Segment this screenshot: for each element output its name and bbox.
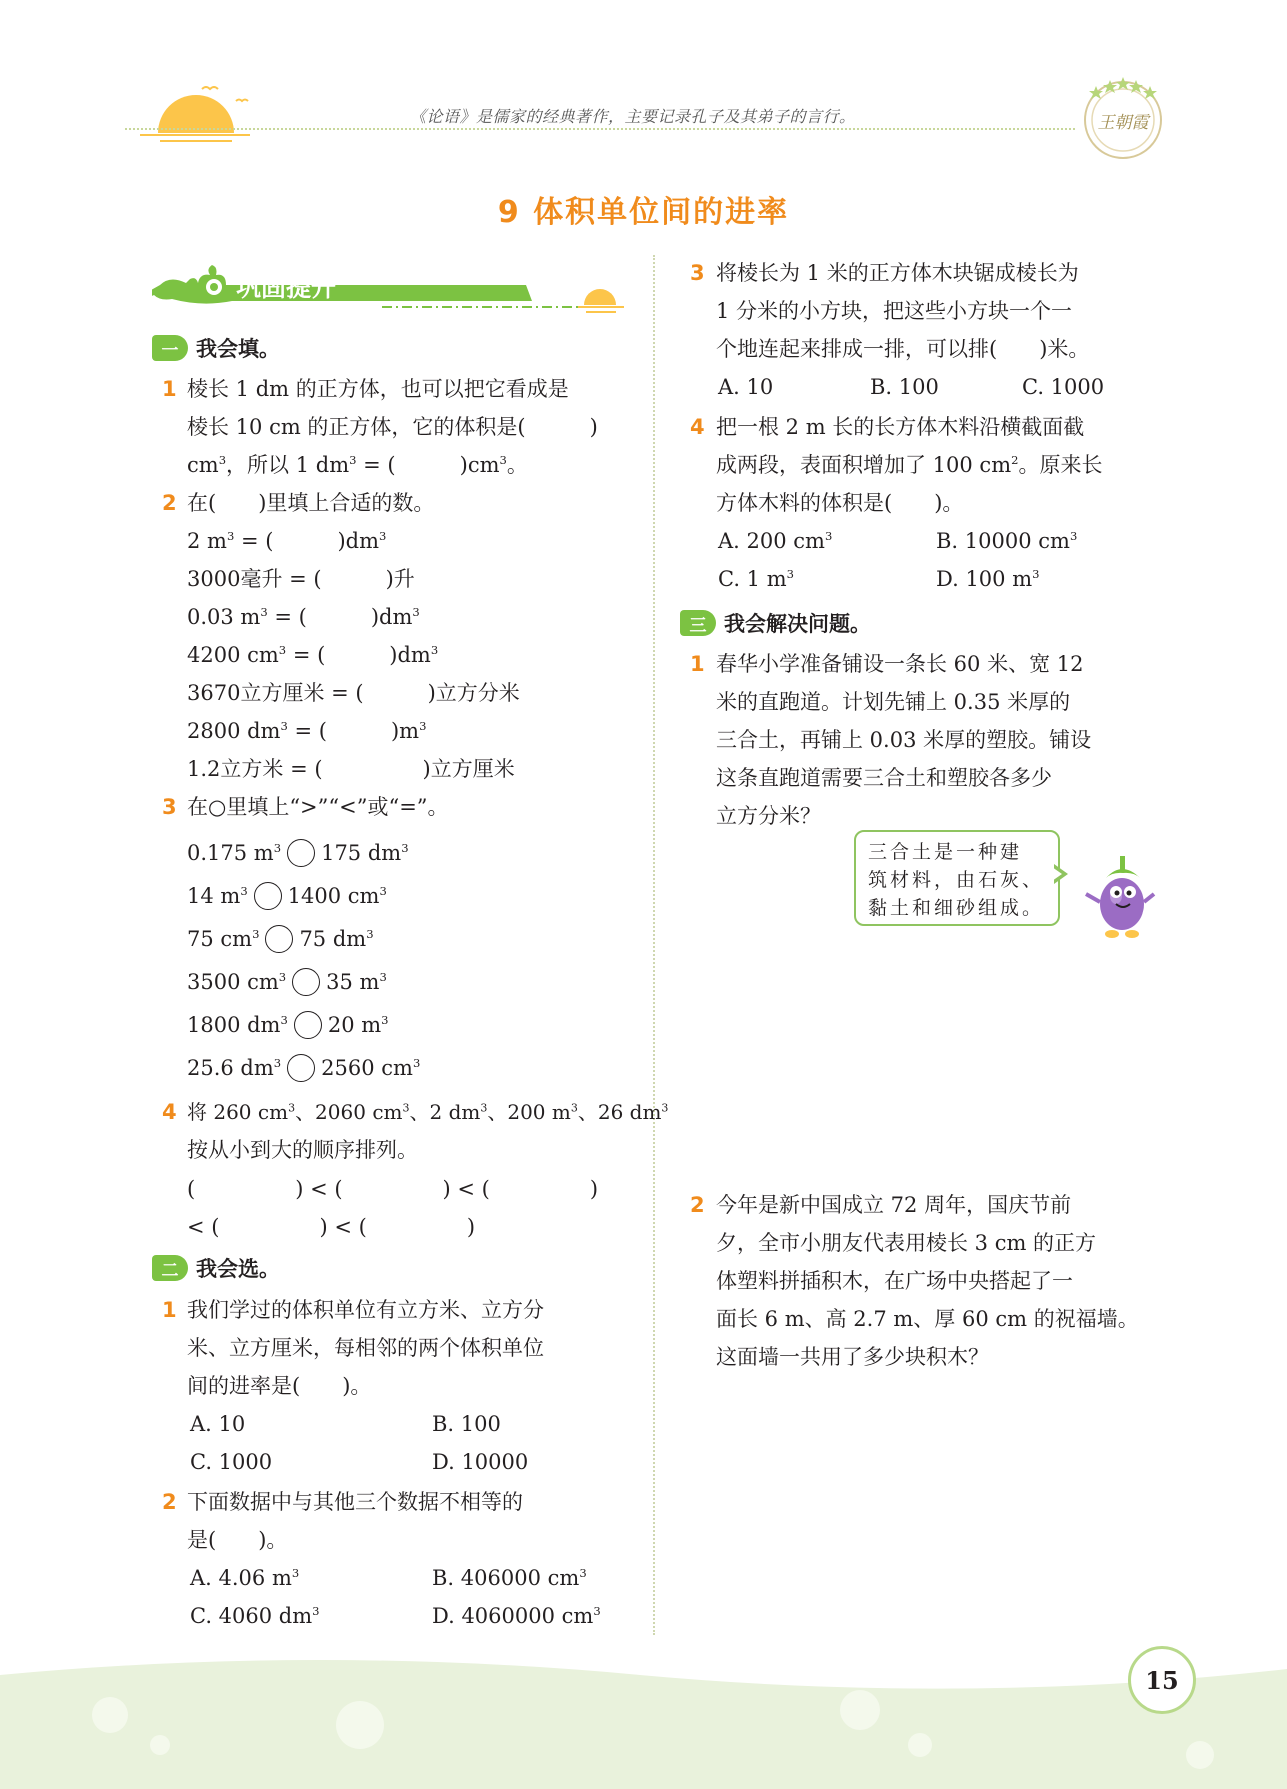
option[interactable]: A. 4.06 $m^3$ — [190, 1566, 300, 1590]
page-title: 9 体积单位间的进率 — [497, 195, 790, 230]
section-badge: 三 — [680, 610, 716, 636]
fill-q4-order-row2: < ( ) < ( ) — [187, 1215, 476, 1239]
solve-q2-line: 这面墙一共用了多少块积木？ — [716, 1345, 989, 1369]
logo-text: 王朝霞 — [1097, 113, 1149, 133]
fill-q1-line2: 棱长 10 cm 的正方体，它的体积是( ) — [187, 415, 598, 439]
hint-line: 筑材料，由石灰、 — [868, 869, 1045, 891]
fill-q4-order-row1: ( ) < ( ) < ( ) — [187, 1177, 599, 1201]
compare-circle[interactable] — [292, 968, 320, 996]
compare-item: 3500 $cm^3$ 35 $m^3$ — [187, 963, 387, 1001]
option[interactable]: C. 1000 — [190, 1450, 273, 1474]
section-title: 我会解决问题。 — [724, 612, 871, 636]
choose-q3-line: 个地连起来排成一排，可以排( )米。 — [716, 337, 1090, 361]
publisher-logo-icon — [1078, 72, 1168, 162]
compare-item: 14 $m^3$ 1400 $cm^3$ — [187, 877, 387, 915]
fill-q2-item: 3670立方厘米 = ( )立方分米 — [187, 681, 520, 705]
question-number: 1 — [162, 1298, 177, 1322]
option[interactable]: B. 100 — [870, 375, 939, 399]
hint-line: 黏土和细砂组成。 — [868, 897, 1045, 919]
solve-q2-line: 面长 6 m、高 2.7 m、厚 60 cm 的祝福墙。 — [716, 1307, 1139, 1331]
solve-q1-line: 米的直跑道。计划先铺上 0.35 米厚的 — [716, 690, 1071, 714]
option[interactable]: D. 100 $m^3$ — [936, 567, 1040, 591]
compare-circle[interactable] — [287, 839, 315, 867]
section-badge: 二 — [152, 1255, 188, 1281]
choose-q3-line: 1 分米的小方块，把这些小方块一个一 — [716, 299, 1073, 323]
header-quote: 《论语》是儒家的经典著作，主要记录孔子及其弟子的言行。 — [410, 107, 856, 126]
compare-circle[interactable] — [254, 882, 282, 910]
choose-q1-line: 我们学过的体积单位有立方米、立方分 — [187, 1298, 544, 1322]
solve-q2-line: 夕，全市小朋友代表用棱长 3 cm 的正方 — [716, 1231, 1097, 1255]
fill-q4-line2: 按从小到大的顺序排列。 — [187, 1138, 418, 1162]
fill-q2-item: 4200 $cm^3$ = ( )$dm^3$ — [187, 643, 439, 667]
compare-circle[interactable] — [265, 925, 293, 953]
question-number: 3 — [162, 795, 177, 819]
solve-q2-line: 体塑料拼插积木，在广场中央搭起了一 — [716, 1269, 1073, 1293]
hint-line: 三合土是一种建 — [868, 841, 1023, 863]
fill-q2-item: 2800 $dm^3$ = ( )$m^3$ — [187, 719, 427, 743]
question-number: 2 — [162, 1490, 177, 1514]
choose-q3-line: 将棱长为 1 米的正方体木块锯成棱长为 — [716, 261, 1079, 285]
column-divider — [653, 255, 655, 1635]
option[interactable]: A. 10 — [718, 375, 774, 399]
question-number: 4 — [690, 415, 705, 439]
option[interactable]: B. 406000 $cm^3$ — [432, 1566, 587, 1590]
compare-item: 0.175 $m^3$ 175 $dm^3$ — [187, 834, 409, 872]
fill-q4-line1: 将 260 $cm^3$、2060 $cm^3$、2 $dm^3$、200 $m^3$、26 $dm^3$ — [187, 1100, 669, 1124]
compare-circle[interactable] — [294, 1011, 322, 1039]
compare-item: 75 $cm^3$ 75 $dm^3$ — [187, 920, 374, 958]
question-number: 2 — [690, 1193, 705, 1217]
question-number: 4 — [162, 1100, 177, 1124]
option[interactable]: A. 10 — [190, 1412, 246, 1436]
section-banner — [152, 255, 632, 317]
section-title: 我会填。 — [196, 337, 280, 361]
question-number: 2 — [162, 491, 177, 515]
question-number: 1 — [690, 652, 705, 676]
fill-q2-item: 2 $m^3$ = ( )$dm^3$ — [187, 529, 387, 553]
footer-wave-decoration — [0, 1655, 1287, 1789]
compare-item: 25.6 $dm^3$ 2560 $cm^3$ — [187, 1049, 420, 1087]
solve-q1-line: 春华小学准备铺设一条长 60 米、宽 12 — [716, 652, 1084, 676]
option[interactable]: C. 4060 $dm^3$ — [190, 1604, 320, 1628]
fill-q1-line3: $cm^3$，所以 1 $dm^3$ = ( )$cm^3$。 — [187, 453, 528, 477]
choose-q4-line: 成两段，表面积增加了 100 $cm^2$。原来长 — [716, 453, 1103, 477]
fill-q2-item: 3000毫升 = ( )升 — [187, 567, 415, 591]
header-divider — [125, 128, 1075, 130]
option[interactable]: A. 200 $cm^3$ — [718, 529, 833, 553]
compare-item: 1800 $dm^3$ 20 $m^3$ — [187, 1006, 389, 1044]
choose-q1-line: 间的进率是( )。 — [187, 1374, 372, 1398]
fill-q2-intro: 在( )里填上合适的数。 — [187, 491, 435, 515]
fill-q2-item: 0.03 $m^3$ = ( )$dm^3$ — [187, 605, 420, 629]
fill-q2-item: 1.2立方米 = ( )立方厘米 — [187, 757, 515, 781]
solve-q1-line: 立方分米？ — [716, 804, 821, 828]
section-title: 我会选。 — [196, 1257, 280, 1281]
choose-q2-line: 下面数据中与其他三个数据不相等的 — [187, 1490, 523, 1514]
solve-q1-line: 这条直跑道需要三合土和塑胶各多少 — [716, 766, 1052, 790]
fill-q1-line1: 棱长 1 dm 的正方体，也可以把它看成是 — [187, 377, 569, 401]
solve-q2-line: 今年是新中国成立 72 周年，国庆节前 — [716, 1193, 1072, 1217]
option[interactable]: D. 4060000 $cm^3$ — [432, 1604, 601, 1628]
choose-q2-line: 是( )。 — [187, 1528, 288, 1552]
section-fill-heading — [152, 333, 280, 363]
choose-q4-line: 方体木料的体积是( )。 — [716, 491, 964, 515]
section-solve-heading — [680, 608, 871, 638]
choose-q1-line: 米、立方厘米，每相邻的两个体积单位 — [187, 1336, 544, 1360]
option[interactable]: D. 10000 — [432, 1450, 529, 1474]
solve-q1-line: 三合土，再铺上 0.03 米厚的塑胶。铺设 — [716, 728, 1092, 752]
option[interactable]: B. 100 — [432, 1412, 501, 1436]
sun-decoration-icon — [140, 85, 250, 145]
bubble-tail-inner — [1052, 867, 1062, 881]
eggplant-mascot-icon — [1080, 842, 1160, 942]
section-badge: 一 — [152, 335, 188, 361]
option[interactable]: C. 1 $m^3$ — [718, 567, 794, 591]
question-number: 1 — [162, 377, 177, 401]
choose-q4-line: 把一根 2 m 长的长方体木料沿横截面截 — [716, 415, 1085, 439]
page-number: 15 — [1128, 1646, 1196, 1714]
section-choose-heading — [152, 1253, 280, 1283]
compare-circle[interactable] — [287, 1054, 315, 1082]
hint-bubble — [854, 830, 1060, 926]
option[interactable]: C. 1000 — [1022, 375, 1105, 399]
question-number: 3 — [690, 261, 705, 285]
fill-q3-intro: 在○里填上“>”“<”或“=”。 — [187, 795, 449, 819]
banner-text: 巩固提升 — [236, 273, 337, 302]
option[interactable]: B. 10000 $cm^3$ — [936, 529, 1078, 553]
